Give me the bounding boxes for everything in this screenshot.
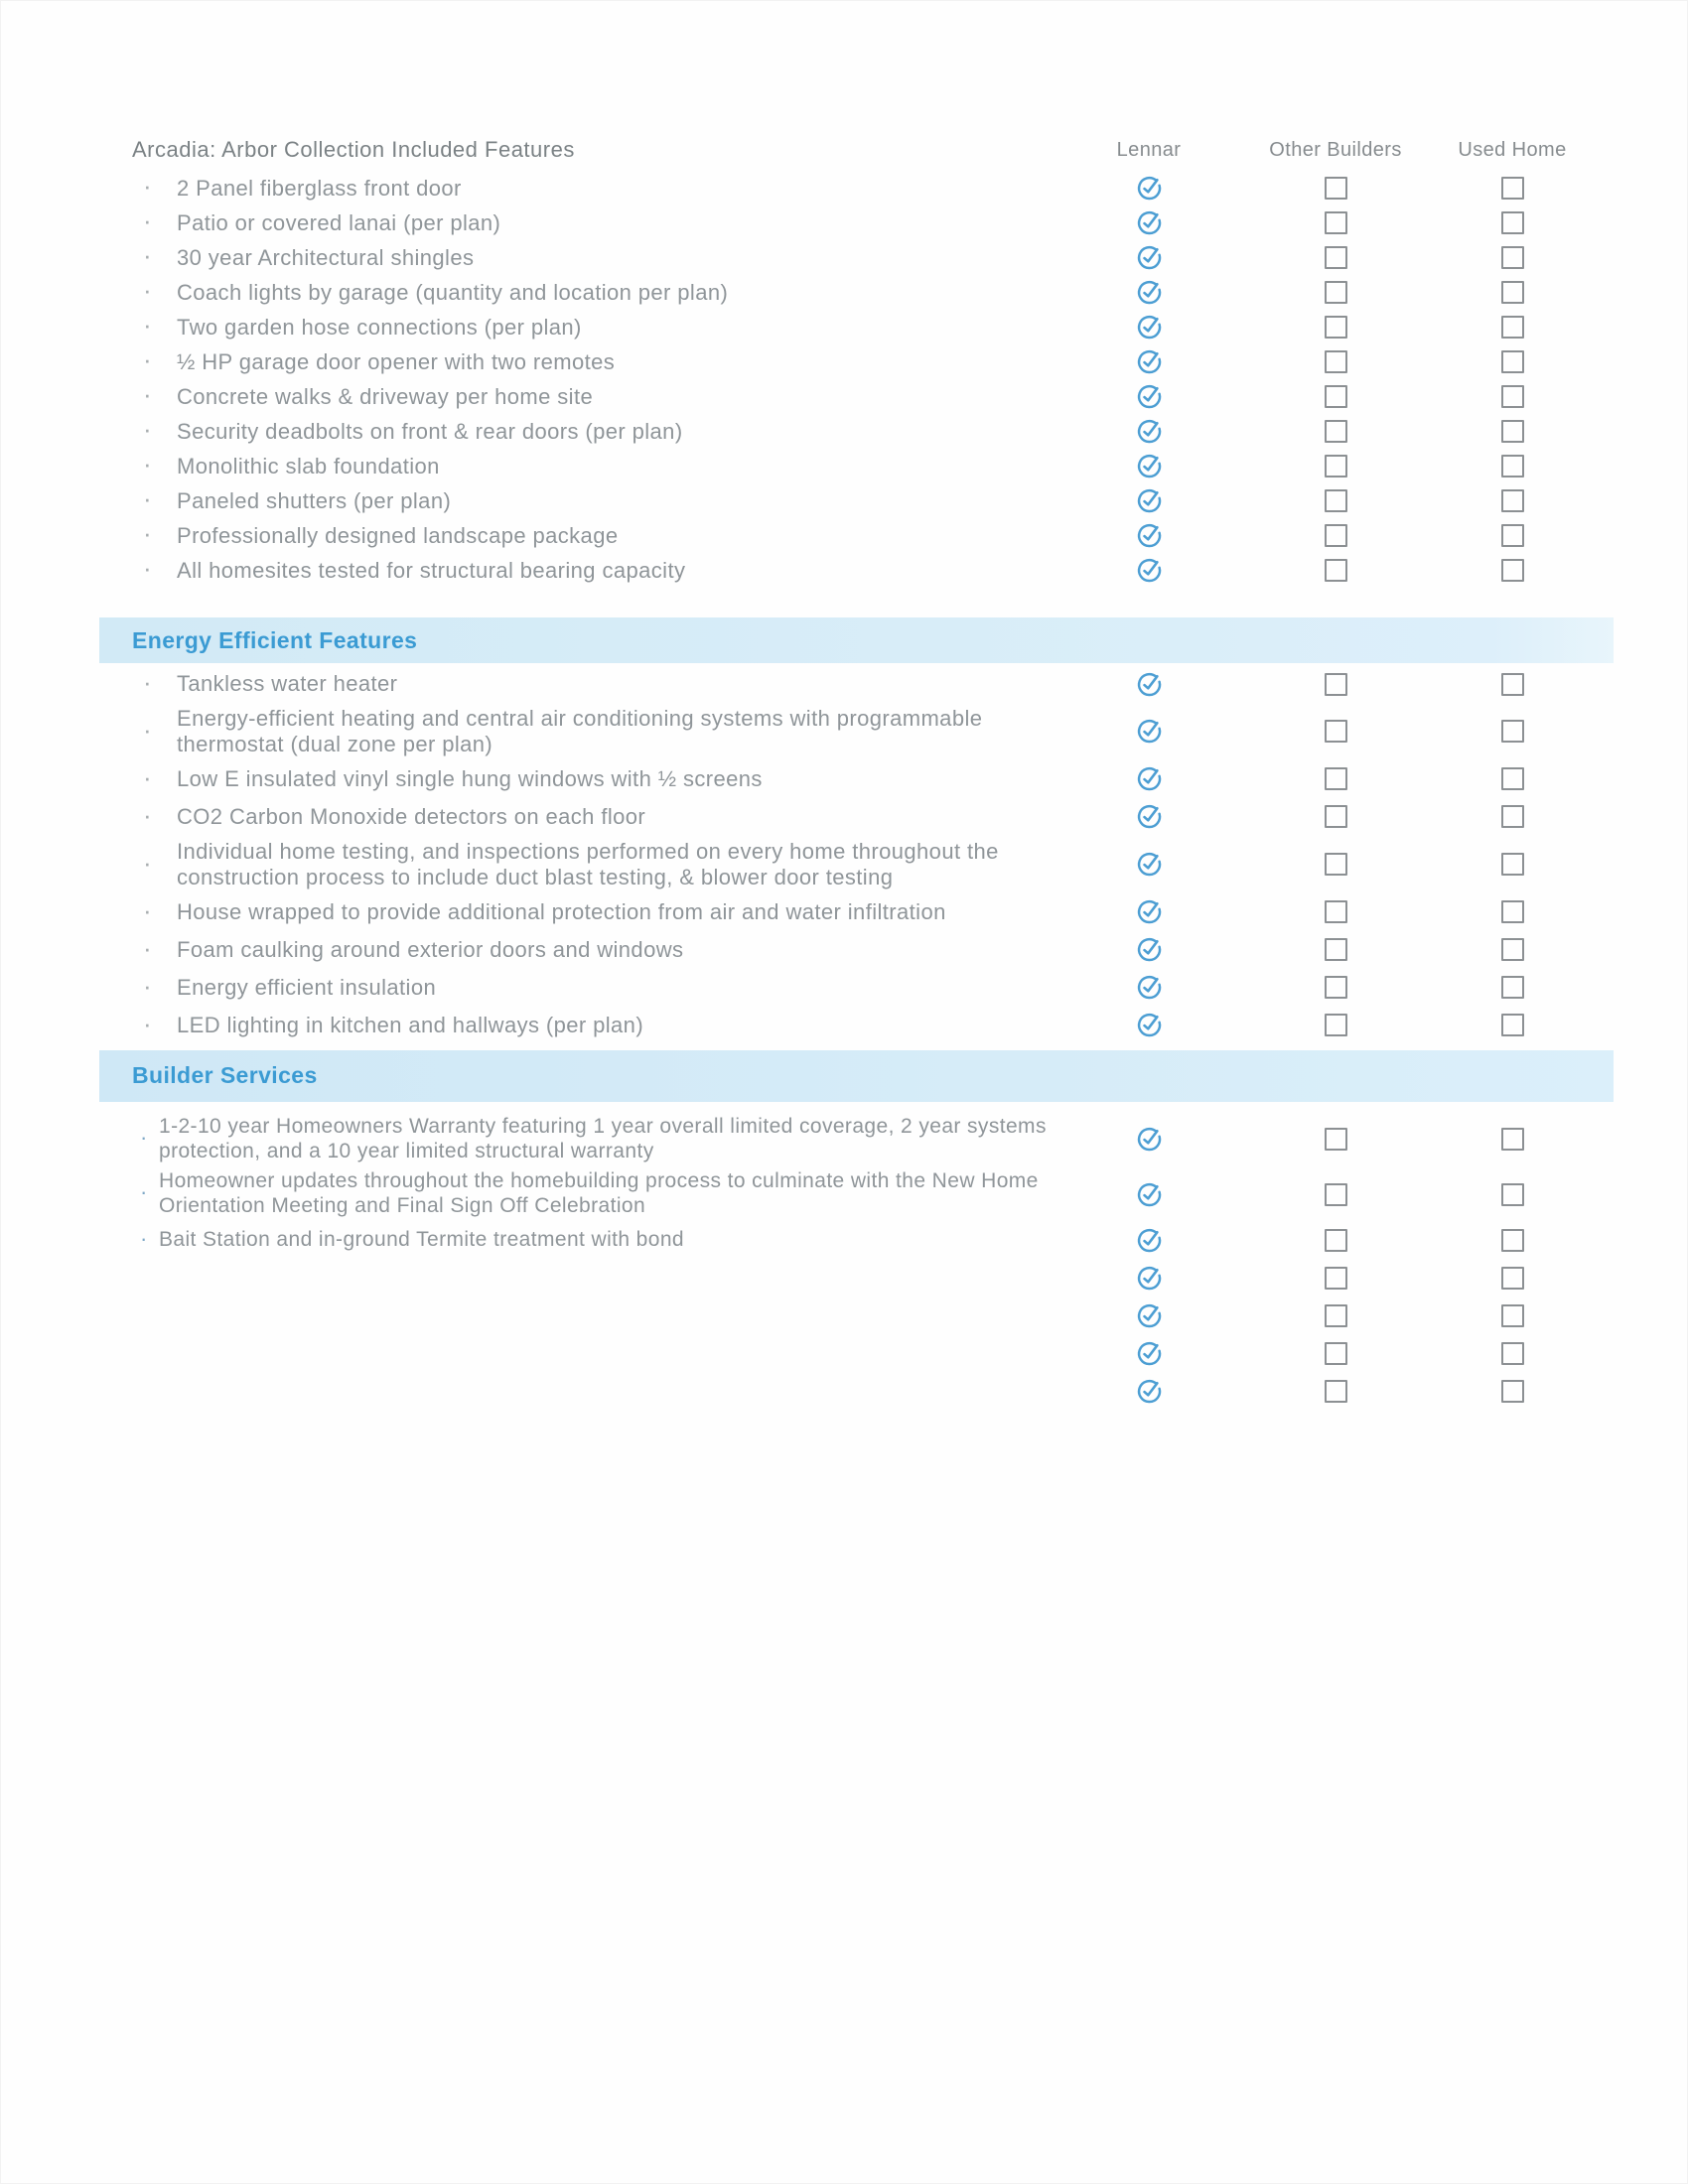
lennar-cell xyxy=(1065,348,1232,375)
used-home-cell xyxy=(1439,177,1586,200)
lennar-cell xyxy=(1065,453,1232,479)
bullet-icon: · xyxy=(143,799,153,830)
feature-row xyxy=(132,1297,1614,1335)
lennar-cell xyxy=(1065,1126,1232,1153)
empty-checkbox xyxy=(1325,805,1347,828)
feature-text: · Concrete walks & driveway per home site xyxy=(143,379,594,410)
other-builders-cell xyxy=(1232,1229,1439,1252)
empty-checkbox xyxy=(1501,805,1524,828)
bullet-icon: · xyxy=(143,483,153,514)
used-home-cell xyxy=(1439,1267,1586,1290)
used-home-cell xyxy=(1439,720,1586,743)
feature-text: · All homesites tested for structural bearing capacity xyxy=(143,553,686,584)
empty-checkbox xyxy=(1325,1229,1347,1252)
feature-text: · Paneled shutters (per plan) xyxy=(143,483,452,514)
circled-check-icon xyxy=(1136,851,1163,878)
section-header-title: Builder Services xyxy=(132,1062,318,1089)
other-builders-cell xyxy=(1232,720,1439,743)
section-rows xyxy=(132,665,1614,1044)
lennar-cell xyxy=(1065,487,1232,514)
other-builders-cell xyxy=(1232,211,1439,234)
empty-checkbox xyxy=(1325,455,1347,478)
feature-row xyxy=(132,1112,1614,1167)
empty-checkbox xyxy=(1325,1342,1347,1365)
empty-checkbox xyxy=(1325,316,1347,339)
empty-checkbox xyxy=(1501,853,1524,876)
used-home-cell xyxy=(1439,1304,1586,1327)
bullet-icon: · xyxy=(143,310,153,341)
other-builders-cell xyxy=(1232,673,1439,696)
circled-check-icon xyxy=(1136,522,1163,549)
empty-checkbox xyxy=(1325,1183,1347,1206)
empty-checkbox xyxy=(1501,559,1524,582)
lennar-cell xyxy=(1065,898,1232,925)
lennar-cell xyxy=(1065,557,1232,584)
feature-text: · 1-2-10 year Homeowners Warranty featuring 1 year overall limited coverage, 2 year systems protection, and a 10 year limited structural warranty xyxy=(140,1114,1047,1162)
feature-text: · ½ HP garage door opener with two remotes xyxy=(143,344,616,375)
feature-row xyxy=(132,553,1614,588)
circled-check-icon xyxy=(1136,348,1163,375)
empty-checkbox xyxy=(1325,673,1347,696)
empty-checkbox xyxy=(1325,720,1347,743)
used-home-cell xyxy=(1439,420,1586,443)
empty-checkbox xyxy=(1501,350,1524,373)
circled-check-icon xyxy=(1136,1012,1163,1038)
empty-checkbox xyxy=(1501,720,1524,743)
used-home-cell xyxy=(1439,767,1586,790)
empty-checkbox xyxy=(1501,1342,1524,1365)
feature-row xyxy=(132,798,1614,836)
empty-checkbox xyxy=(1501,900,1524,923)
feature-row xyxy=(132,483,1614,518)
column-header-used-home: Used Home xyxy=(1458,138,1567,161)
other-builders-cell xyxy=(1232,420,1439,443)
other-builders-cell xyxy=(1232,1380,1439,1403)
empty-checkbox xyxy=(1501,316,1524,339)
circled-check-icon xyxy=(1136,487,1163,514)
feature-text: · House wrapped to provide additional protection from air and water infiltration xyxy=(143,894,946,925)
feature-text: · Two garden hose connections (per plan) xyxy=(143,310,582,341)
feature-text: · CO2 Carbon Monoxide detectors on each floor xyxy=(143,799,646,830)
bullet-icon: · xyxy=(143,894,153,925)
feature-row xyxy=(132,893,1614,931)
lennar-cell xyxy=(1065,175,1232,202)
feature-text: · Professionally designed landscape package xyxy=(143,518,619,549)
lennar-cell xyxy=(1065,1265,1232,1292)
feature-row xyxy=(132,171,1614,205)
lennar-cell xyxy=(1065,314,1232,341)
empty-checkbox xyxy=(1325,767,1347,790)
bullet-icon: · xyxy=(143,970,153,1001)
circled-check-icon xyxy=(1136,974,1163,1001)
column-header-lennar: Lennar xyxy=(1116,138,1182,161)
empty-checkbox xyxy=(1501,1267,1524,1290)
used-home-cell xyxy=(1439,1229,1586,1252)
used-home-cell xyxy=(1439,853,1586,876)
bullet-icon: · xyxy=(143,553,153,584)
empty-checkbox xyxy=(1325,246,1347,269)
used-home-cell xyxy=(1439,559,1586,582)
empty-checkbox xyxy=(1501,385,1524,408)
circled-check-icon xyxy=(1136,453,1163,479)
other-builders-cell xyxy=(1232,767,1439,790)
feature-text: · Energy efficient insulation xyxy=(143,970,437,1001)
other-builders-cell xyxy=(1232,350,1439,373)
circled-check-icon xyxy=(1136,803,1163,830)
empty-checkbox xyxy=(1501,246,1524,269)
feature-row xyxy=(132,310,1614,344)
circled-check-icon xyxy=(1136,1265,1163,1292)
section-energy-efficient-features xyxy=(132,617,1614,1044)
other-builders-cell xyxy=(1232,385,1439,408)
feature-text: · Security deadbolts on front & rear doors (per plan) xyxy=(143,414,683,445)
other-builders-cell xyxy=(1232,316,1439,339)
used-home-cell xyxy=(1439,316,1586,339)
circled-check-icon xyxy=(1136,1181,1163,1208)
empty-checkbox xyxy=(1325,420,1347,443)
used-home-cell xyxy=(1439,1183,1586,1206)
circled-check-icon xyxy=(1136,209,1163,236)
feature-row xyxy=(132,1373,1614,1411)
empty-checkbox xyxy=(1325,1304,1347,1327)
feature-row xyxy=(132,1335,1614,1373)
used-home-cell xyxy=(1439,673,1586,696)
bullet-icon: · xyxy=(140,1179,148,1205)
feature-text: · Coach lights by garage (quantity and location per plan) xyxy=(143,275,729,306)
circled-check-icon xyxy=(1136,175,1163,202)
bullet-icon: · xyxy=(143,449,153,479)
lennar-cell xyxy=(1065,279,1232,306)
empty-checkbox xyxy=(1325,1267,1347,1290)
used-home-cell xyxy=(1439,976,1586,999)
other-builders-cell xyxy=(1232,524,1439,547)
empty-checkbox xyxy=(1325,177,1347,200)
other-builders-cell xyxy=(1232,455,1439,478)
circled-check-icon xyxy=(1136,279,1163,306)
other-builders-cell xyxy=(1232,1267,1439,1290)
lennar-cell xyxy=(1065,974,1232,1001)
other-builders-cell xyxy=(1232,976,1439,999)
feature-row xyxy=(132,1007,1614,1044)
lennar-cell xyxy=(1065,765,1232,792)
used-home-cell xyxy=(1439,246,1586,269)
other-builders-cell xyxy=(1232,1183,1439,1206)
lennar-cell xyxy=(1065,803,1232,830)
other-builders-cell xyxy=(1232,559,1439,582)
empty-checkbox xyxy=(1501,1014,1524,1036)
feature-text: · Homeowner updates throughout the homebuilding process to culminate with the New Home Orientation Meeting and Final Sign Off Celebration xyxy=(140,1169,1039,1218)
empty-checkbox xyxy=(1325,385,1347,408)
section-rows xyxy=(132,1112,1614,1411)
table-header-row xyxy=(132,135,1614,165)
empty-checkbox xyxy=(1501,420,1524,443)
empty-checkbox xyxy=(1501,1304,1524,1327)
empty-checkbox xyxy=(1501,1128,1524,1151)
empty-checkbox xyxy=(1325,524,1347,547)
lennar-cell xyxy=(1065,1012,1232,1038)
bullet-icon: · xyxy=(143,1008,153,1038)
lennar-cell xyxy=(1065,1340,1232,1367)
column-header-other-builders: Other Builders xyxy=(1269,138,1402,161)
circled-check-icon xyxy=(1136,418,1163,445)
feature-row xyxy=(132,344,1614,379)
other-builders-cell xyxy=(1232,1128,1439,1151)
bullet-icon: · xyxy=(143,240,153,271)
other-builders-cell xyxy=(1232,489,1439,512)
lennar-cell xyxy=(1065,244,1232,271)
empty-checkbox xyxy=(1501,455,1524,478)
feature-text: · Low E insulated vinyl single hung windows with ½ screens xyxy=(143,761,763,792)
feature-row xyxy=(132,449,1614,483)
empty-checkbox xyxy=(1501,524,1524,547)
used-home-cell xyxy=(1439,1380,1586,1403)
empty-checkbox xyxy=(1325,1014,1347,1036)
circled-check-icon xyxy=(1136,1302,1163,1329)
feature-text: · Tankless water heater xyxy=(143,666,398,697)
empty-checkbox xyxy=(1325,853,1347,876)
page-content xyxy=(132,135,1614,1411)
feature-sections xyxy=(132,171,1614,1411)
bullet-icon: · xyxy=(143,205,153,236)
bullet-icon: · xyxy=(143,761,153,792)
bullet-icon: · xyxy=(143,714,153,745)
circled-check-icon xyxy=(1136,1126,1163,1153)
bullet-icon: · xyxy=(143,414,153,445)
other-builders-cell xyxy=(1232,281,1439,304)
section-header-band xyxy=(99,617,1614,663)
empty-checkbox xyxy=(1501,211,1524,234)
section-included-features xyxy=(132,171,1614,588)
bullet-icon: · xyxy=(143,344,153,375)
circled-check-icon xyxy=(1136,1378,1163,1405)
circled-check-icon xyxy=(1136,1340,1163,1367)
empty-checkbox xyxy=(1325,938,1347,961)
circled-check-icon xyxy=(1136,671,1163,698)
other-builders-cell xyxy=(1232,900,1439,923)
section-rows xyxy=(132,171,1614,588)
circled-check-icon xyxy=(1136,383,1163,410)
empty-checkbox xyxy=(1325,900,1347,923)
circled-check-icon xyxy=(1136,1227,1163,1254)
empty-checkbox xyxy=(1501,767,1524,790)
feature-row xyxy=(132,1222,1614,1260)
used-home-cell xyxy=(1439,1342,1586,1365)
used-home-cell xyxy=(1439,281,1586,304)
feature-text: · 2 Panel fiberglass front door xyxy=(143,171,462,202)
empty-checkbox xyxy=(1325,1128,1347,1151)
empty-checkbox xyxy=(1501,976,1524,999)
feature-row xyxy=(132,836,1614,893)
feature-text: · Patio or covered lanai (per plan) xyxy=(143,205,501,236)
lennar-cell xyxy=(1065,851,1232,878)
bullet-icon: · xyxy=(143,171,153,202)
empty-checkbox xyxy=(1501,673,1524,696)
used-home-cell xyxy=(1439,211,1586,234)
used-home-cell xyxy=(1439,1128,1586,1151)
used-home-cell xyxy=(1439,385,1586,408)
lennar-cell xyxy=(1065,1378,1232,1405)
empty-checkbox xyxy=(1325,559,1347,582)
feature-row xyxy=(132,931,1614,969)
feature-row xyxy=(132,518,1614,553)
bullet-icon: · xyxy=(143,666,153,697)
circled-check-icon xyxy=(1136,557,1163,584)
circled-check-icon xyxy=(1136,765,1163,792)
lennar-cell xyxy=(1065,522,1232,549)
feature-row xyxy=(132,205,1614,240)
empty-checkbox xyxy=(1501,281,1524,304)
circled-check-icon xyxy=(1136,314,1163,341)
lennar-cell xyxy=(1065,718,1232,745)
circled-check-icon xyxy=(1136,936,1163,963)
used-home-cell xyxy=(1439,455,1586,478)
section-builder-services xyxy=(132,1050,1614,1411)
lennar-cell xyxy=(1065,936,1232,963)
used-home-cell xyxy=(1439,805,1586,828)
section-header-band xyxy=(99,1050,1614,1102)
empty-checkbox xyxy=(1501,1380,1524,1403)
bullet-icon: · xyxy=(143,275,153,306)
other-builders-cell xyxy=(1232,246,1439,269)
circled-check-icon xyxy=(1136,718,1163,745)
bullet-icon: · xyxy=(140,1226,148,1252)
feature-row xyxy=(132,275,1614,310)
bullet-icon: · xyxy=(143,379,153,410)
lennar-cell xyxy=(1065,1227,1232,1254)
feature-text: · Monolithic slab foundation xyxy=(143,449,440,479)
used-home-cell xyxy=(1439,938,1586,961)
section-header-title: Energy Efficient Features xyxy=(132,626,418,653)
circled-check-icon xyxy=(1136,244,1163,271)
empty-checkbox xyxy=(1325,489,1347,512)
feature-text: · LED lighting in kitchen and hallways (per plan) xyxy=(143,1008,644,1038)
lennar-cell xyxy=(1065,209,1232,236)
feature-text: · Bait Station and in-ground Termite treatment with bond xyxy=(140,1226,685,1252)
bullet-icon: · xyxy=(143,518,153,549)
feature-row xyxy=(132,760,1614,798)
circled-check-icon xyxy=(1136,898,1163,925)
feature-row xyxy=(132,414,1614,449)
empty-checkbox xyxy=(1501,489,1524,512)
feature-text: · Foam caulking around exterior doors and windows xyxy=(143,932,684,963)
other-builders-cell xyxy=(1232,853,1439,876)
feature-row xyxy=(132,1166,1614,1222)
empty-checkbox xyxy=(1325,1380,1347,1403)
empty-checkbox xyxy=(1501,938,1524,961)
empty-checkbox xyxy=(1501,1229,1524,1252)
lennar-cell xyxy=(1065,1302,1232,1329)
feature-row xyxy=(132,969,1614,1007)
other-builders-cell xyxy=(1232,938,1439,961)
lennar-cell xyxy=(1065,671,1232,698)
other-builders-cell xyxy=(1232,1342,1439,1365)
used-home-cell xyxy=(1439,489,1586,512)
feature-row xyxy=(132,665,1614,703)
feature-row xyxy=(132,240,1614,275)
empty-checkbox xyxy=(1325,281,1347,304)
lennar-cell xyxy=(1065,1181,1232,1208)
other-builders-cell xyxy=(1232,805,1439,828)
empty-checkbox xyxy=(1501,1183,1524,1206)
feature-text: · Individual home testing, and inspections performed on every home throughout the construction process to include duct blast testing, & blower door testing xyxy=(143,838,999,889)
bullet-icon: · xyxy=(143,847,153,878)
empty-checkbox xyxy=(1501,177,1524,200)
used-home-cell xyxy=(1439,350,1586,373)
used-home-cell xyxy=(1439,524,1586,547)
empty-checkbox xyxy=(1325,211,1347,234)
bullet-icon: · xyxy=(143,932,153,963)
used-home-cell xyxy=(1439,900,1586,923)
empty-checkbox xyxy=(1325,350,1347,373)
page-title: Arcadia: Arbor Collection Included Features xyxy=(132,137,575,162)
bullet-icon: · xyxy=(140,1124,148,1150)
feature-row xyxy=(132,379,1614,414)
feature-row xyxy=(132,703,1614,760)
other-builders-cell xyxy=(1232,1304,1439,1327)
other-builders-cell xyxy=(1232,177,1439,200)
empty-checkbox xyxy=(1325,976,1347,999)
feature-row xyxy=(132,1260,1614,1297)
feature-text: · Energy-efficient heating and central air conditioning systems with programmable thermostat (dual zone per plan) xyxy=(143,706,983,756)
lennar-cell xyxy=(1065,418,1232,445)
feature-text: · 30 year Architectural shingles xyxy=(143,240,475,271)
other-builders-cell xyxy=(1232,1014,1439,1036)
lennar-cell xyxy=(1065,383,1232,410)
used-home-cell xyxy=(1439,1014,1586,1036)
